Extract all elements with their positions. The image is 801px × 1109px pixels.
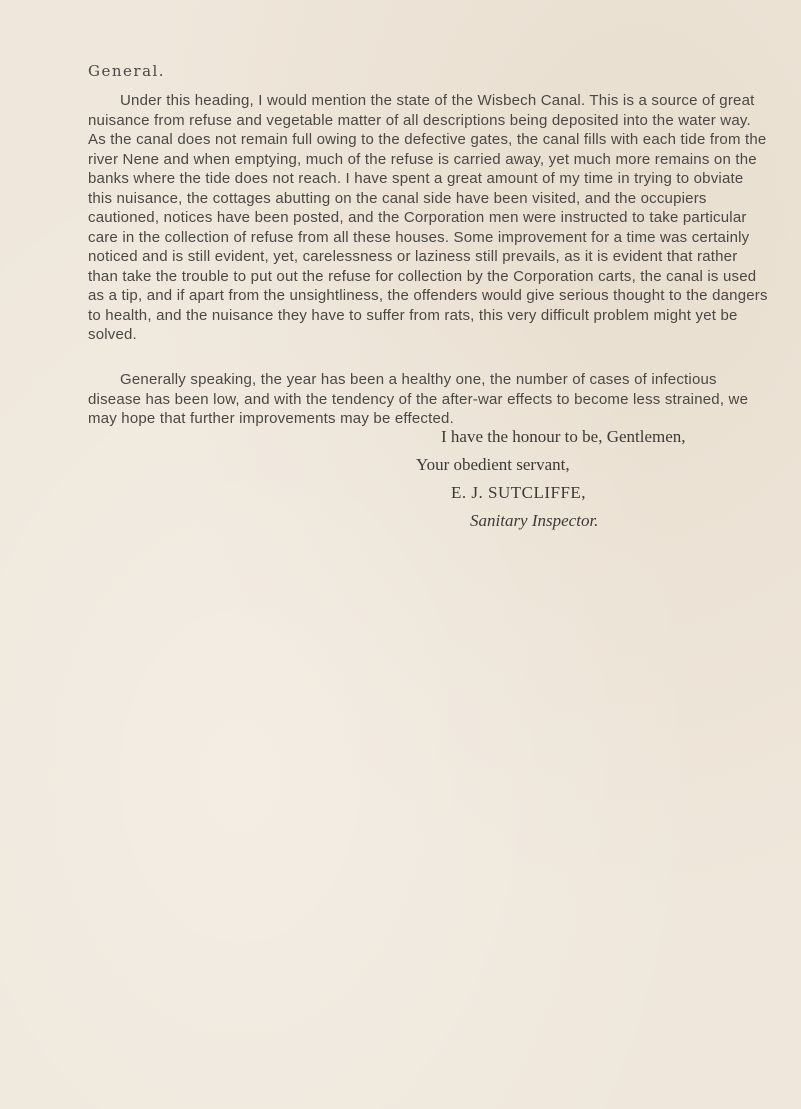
signoff-honour: I have the honour to be, Gentlemen, bbox=[441, 427, 686, 446]
paragraph-canal-text: Under this heading, I would mention the state of the Wisbech Canal. This is a source of great nuisance from refuse and vegetable matter of all descriptions being deposited into the water way. As the canal does not remain full owing to the defective gates, the canal fills with each tide from the river Nene and when emptying, much of the refuse is carried away, yet much more remains on the banks where the tide does not reach. I have spent a great amount of my time in trying to obviate this nuisance, the cottages abutting on the canal side have been visited, and the occupiers cautioned, notices have been posted, and the Corporation men were instructed to take particular care in the collection of refuse from all these houses. Some improvement for a time was certainly noticed and is still evident, yet, carelessness or laziness still prevails, as it is evident that rather than take the trouble to put out the refuse for collection by the Corporation carts, the canal is used as a tip, and if apart from the unsightliness, the offenders would give serious thought to the dangers to health, and the nuisance they have to suffer from rats, this very difficult problem might yet be solved. bbox=[88, 92, 768, 343]
section-heading: General. bbox=[88, 62, 166, 80]
signoff-name: E. J. SUTCLIFFE, bbox=[451, 483, 587, 502]
signoff-title: Sanitary Inspector. bbox=[470, 511, 599, 530]
paragraph-health bbox=[88, 370, 768, 429]
paragraph-health-text: Generally speaking, the year has been a healthy one, the number of cases of infectious disease has been low, and with the tendency of the after-war effects to become less strained, we may hope that further improvements may be effected. bbox=[88, 371, 749, 427]
paragraph-canal bbox=[88, 91, 768, 345]
signoff-servant: Your obedient servant, bbox=[416, 455, 570, 474]
